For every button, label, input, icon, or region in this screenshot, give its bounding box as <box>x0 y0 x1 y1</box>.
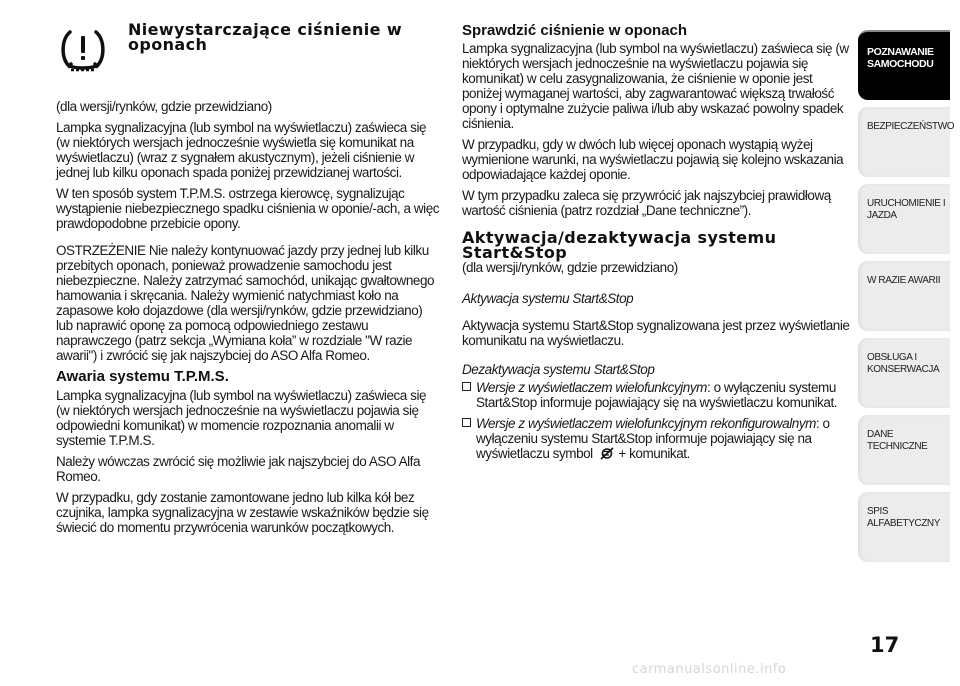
title-line: Aktywacja/dezaktywacja systemu <box>462 228 777 247</box>
page-number: 17 <box>870 633 900 657</box>
tab-bezpieczenstwo[interactable]: BEZPIECZEŃSTWO <box>858 107 950 177</box>
chapter-tabs <box>858 30 955 569</box>
tab-poznawanie-samochodu[interactable]: POZNAWANIE SAMOCHODU <box>858 30 950 100</box>
paragraph: Lampka sygnalizacyjna (lub symbol na wyświetlaczu) zaświeca się (w niektórych wersjach jednocześnie na wyświetlaczu pojawia się odpowiedni komunikat) w momencie rozpoznania anomalii w systemie T.P.M.S. <box>56 388 427 448</box>
paragraph: W ten sposób system T.P.M.S. ostrzega kierowcę, sygnalizując wystąpienie niebezpiecznego spadku ciśnienia w oponie/-ach, a więc prawdopodobne przebicie opony. <box>56 186 440 231</box>
subheading-tpms-failure: Awaria systemu T.P.M.S. <box>56 368 229 385</box>
paragraph: Należy wówczas zwrócić się możliwie jak najszybciej do ASO Alfa Romeo. <box>56 454 421 484</box>
paragraph: W przypadku, gdy w dwóch lub więcej oponach wystąpią wyżej wymienione warunki, na wyświetlaczu pojawią się kolejno wskazania odpowiadające każdej oponie. <box>462 137 844 182</box>
list-item-text <box>476 416 852 461</box>
tab-w-razie-awarii[interactable]: W RAZIE AWARII <box>858 261 950 331</box>
paragraph: W tym przypadku zaleca się przywrócić jak najszybciej prawidłową wartość ciśnienia (patrz rozdział „Dane techniczne”). <box>462 188 831 218</box>
paragraph: (dla wersji/rynków, gdzie przewidziano) <box>56 99 272 114</box>
section-title-low-pressure <box>128 22 448 52</box>
tab-dane-techniczne[interactable]: DANE TECHNICZNE <box>858 415 950 485</box>
subheading-deactivation: Dezaktywacja systemu Start&Stop <box>462 362 655 377</box>
start-stop-off-icon <box>599 447 615 460</box>
list-item-label: Wersje z wyświetlaczem wielofunkcyjnym rekonfigurowalnym <box>476 416 816 431</box>
subheading-check-pressure: Sprawdzić ciśnienie w oponach <box>462 22 688 39</box>
list-item-body: : o wyłączeniu systemu Start&Stop informuje pojawiający się na wyświetlaczu symbol <box>476 416 830 461</box>
list-item-label: Wersje z wyświetlaczem wielofunkcyjnym <box>476 380 707 395</box>
paragraph: Lampka sygnalizacyjna (lub symbol na wyświetlaczu) zaświeca się (w niektórych wersjach jednocześnie na wyświetlaczu pojawia się komunikat) w celu zasygnalizowania, że ciśnienie w oponie jest poniżej wymaganej wartości, aby zagwarantować większą trwałość opony i optymalne zużycie paliwa i/lub aby wskazać powolny spadek ciśnienia. <box>462 41 849 131</box>
tyre-pressure-warning-icon <box>56 24 110 76</box>
paragraph: W przypadku, gdy zostanie zamontowane jedno lub kilka kół bez czujnika, lampka sygnalizacyjna w zestawie wskaźników będzie się świecić do momentu przywrócenia warunków początkowych. <box>56 490 429 535</box>
subheading-activation: Aktywacja systemu Start&Stop <box>462 291 634 306</box>
list-item-text <box>476 380 852 410</box>
title-line: oponach <box>128 35 208 54</box>
list-item <box>462 380 852 410</box>
tab-obsluga-konserwacja[interactable]: OBSŁUGA I KONSERWACJA <box>858 338 950 408</box>
title-line: Niewystarczające ciśnienie w <box>128 20 403 39</box>
paragraph: (dla wersji/rynków, gdzie przewidziano) <box>462 260 678 275</box>
list-item-body: : o wyłączeniu systemu Start&Stop informuje pojawiający się na wyświetlaczu komunikat. <box>476 380 838 410</box>
checkbox-bullet-icon <box>462 418 471 427</box>
tab-uruchomienie-jazda[interactable]: URUCHOMIENIE I JAZDA <box>858 184 950 254</box>
list-item-tail: + komunikat. <box>615 446 690 461</box>
warning-paragraph: OSTRZEŻENIE Nie należy kontynuować jazdy przy jednej lub kilku przebitych oponach, ponieważ prowadzenie samochodu jest niebezpieczne. Należy zatrzymać samochód, unikając gwałtownego hamowania i skręcania. Należy wymienić natychmiast koło na zapasowe koło dojazdowe (dla wersji/rynków, gdzie przewidziano) lub naprawić oponę za pomocą odpowiedniego zestawu naprawczego (patrz sekcja „Wymiana koła” w rozdziale "W razie awarii") i zwrócić się jak najszybciej do ASO Alfa Romeo. <box>56 243 435 363</box>
checkbox-bullet-icon <box>462 382 471 391</box>
tab-spis-alfabetyczny[interactable]: SPIS ALFABETYCZNY <box>858 492 950 562</box>
paragraph: Aktywacja systemu Start&Stop sygnalizowana jest przez wyświetlanie komunikatu na wyświetlaczu. <box>462 318 850 348</box>
section-title-start-stop <box>462 230 852 260</box>
paragraph: Lampka sygnalizacyjna (lub symbol na wyświetlaczu) zaświeca się (w niektórych wersjach jednocześnie wyświetla się komunikat na wyświetlaczu) (wraz z sygnałem akustycznym), jeżeli ciśnienie w jednej lub kilku oponach spada poniżej przewidzianej wartości. <box>56 120 427 180</box>
watermark: carmanualsonline.info <box>632 662 787 677</box>
list-item <box>462 416 852 461</box>
title-line: Start&Stop <box>462 243 568 262</box>
